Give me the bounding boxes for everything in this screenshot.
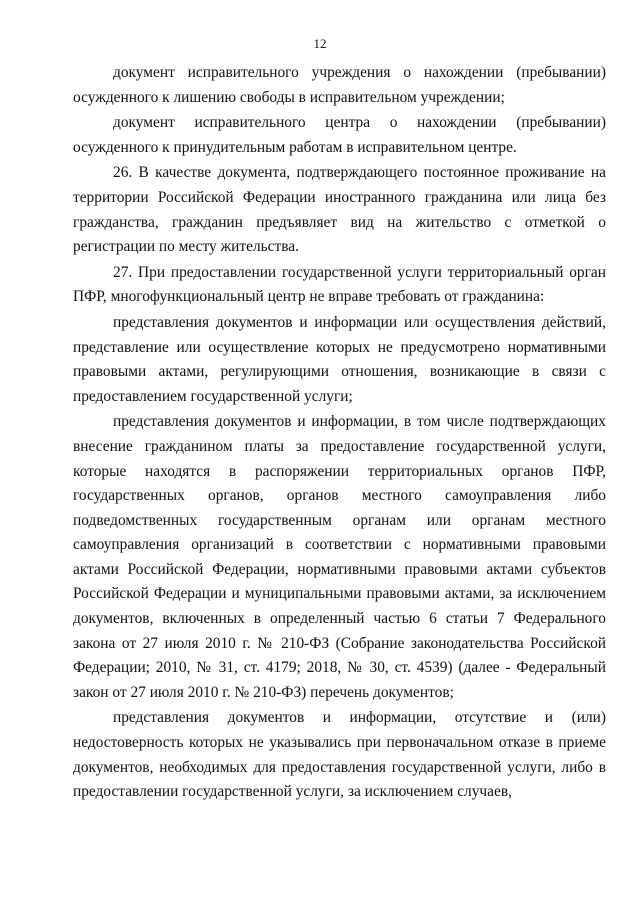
paragraph-documents-in-possession: представления документов и информации, в том числе подтверждающих внесение гражданином платы за предоставление государственной услуги, которые находятся в распоряжении территориальных органов ПФР, государственных органов, органов местного самоуправления либо подведомственных государственным органам или органам местного самоуправления организаций в соответствии с нормативными правовыми актами Российской Федерации, нормативными правовыми актами субъектов Российской Федерации и муниципальными правовыми актами, за исключением документов, включенных в определенный частью 6 статьи 7 Федерального закона от 27 июля 2010 г. № 210-ФЗ (Собрание законодательства Российской Федерации; 2010, № 31, ст. 4179; 2018, № 30, ст. 4539) (далее - Федеральный закон от 27 июля 2010 г. № 210-ФЗ) перечень документов;	[73, 413, 606, 701]
paragraph-correctional-center: документ исправительного центра о нахождении (пребывании) осужденного к принудительным работам в исправительном центре.	[73, 114, 606, 156]
page-number: 12	[313, 36, 327, 51]
paragraph-correctional-institution: документ исправительного учреждения о нахождении (пребывании) осужденного к лишению свободы в исправительном учреждении;	[73, 64, 606, 106]
paragraph-26-residence-proof: 26. В качестве документа, подтверждающего постоянное проживание на территории Российской Федерации иностранного гражданина или лица без гражданства, гражданин предъявляет вид на жительство с отметкой о регистрации по месту жительства.	[73, 164, 606, 256]
document-body	[73, 61, 606, 805]
paragraph-actions-not-provided: представления документов и информации или осуществления действий, представление или осуществление которых не предусмотрено нормативными правовыми актами, регулирующими отношения, возникающие в связи с предоставлением государственной услуги;	[73, 313, 606, 405]
paragraph-documents-not-indicated: представления документов и информации, отсутствие и (или) недостоверность которых не указывались при первоначальном отказе в приеме документов, необходимых для предоставления государственной услуги, либо в предоставлении государственной услуги, за исключением случаев,	[73, 709, 606, 801]
paragraph-27-not-required: 27. При предоставлении государственной услуги территориальный орган ПФР, многофункциональный центр не вправе требовать от гражданина:	[73, 263, 606, 306]
